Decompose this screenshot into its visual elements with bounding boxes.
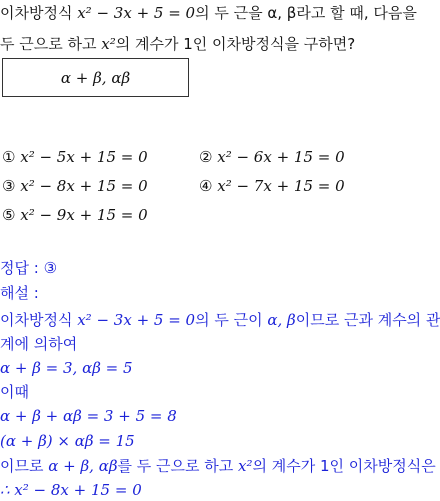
choice-expression: x² − 5x + 15 = 0: [20, 148, 148, 166]
solution-term: x²: [238, 457, 253, 475]
solution-line-6: (α + β) × αβ = 15: [0, 432, 135, 450]
solution-text: 의 두 근이: [195, 311, 268, 329]
solution-line-3: α + β = 3, αβ = 5: [0, 359, 133, 377]
choice-5[interactable]: [2, 205, 148, 225]
solution-text: 이차방정식: [0, 311, 78, 329]
solution-line-2: 계에 의하여: [0, 335, 78, 353]
solution-text: 이므로: [0, 457, 49, 475]
solution-roots: α + β, αβ: [48, 457, 118, 475]
choice-expression: x² − 6x + 15 = 0: [217, 148, 345, 166]
choice-expression: x² − 7x + 15 = 0: [217, 177, 345, 195]
choice-number: ③: [2, 177, 16, 195]
solution-heading: 해설 :: [0, 284, 39, 302]
solution-text: 의 계수가 1인 이차방정식은: [252, 457, 436, 475]
choice-2[interactable]: [199, 147, 345, 167]
choice-expression: x² − 9x + 15 = 0: [20, 206, 148, 224]
choice-number: ①: [2, 148, 16, 166]
solution-text: 를 두 근으로 하고: [117, 457, 239, 475]
question-line-2: [0, 34, 355, 54]
solution-line-1: [0, 310, 440, 330]
question-text: 이차방정식: [0, 4, 78, 22]
choice-number: ⑤: [2, 206, 16, 224]
choice-1[interactable]: [2, 147, 148, 167]
answer-line: 정답 : ③: [0, 259, 58, 277]
solution-text: 이므로 근과 계수의 관: [295, 311, 440, 329]
solution-line-7: [0, 456, 436, 476]
solution-line-4: 이때: [0, 383, 29, 401]
solution-equation: x² − 3x + 5 = 0: [77, 311, 196, 329]
question-equation: x² − 3x + 5 = 0: [77, 4, 196, 22]
choice-expression: x² − 8x + 15 = 0: [20, 177, 148, 195]
choice-number: ④: [199, 177, 213, 195]
question-term: x²: [101, 35, 116, 53]
choice-number: ②: [199, 148, 213, 166]
choice-3[interactable]: [2, 176, 148, 196]
roots-box: [2, 58, 189, 97]
solution-line-5: α + β + αβ = 3 + 5 = 8: [0, 407, 177, 425]
roots-box-text: α + β, αβ: [60, 68, 131, 87]
solution-line-8: ∴ x² − 8x + 15 = 0: [0, 481, 142, 499]
question-text: 의 계수가 1인 이차방정식을 구하면?: [115, 35, 356, 53]
question-line-1: [0, 3, 417, 23]
choice-4[interactable]: [199, 176, 345, 196]
question-text: 두 근으로 하고: [0, 35, 102, 53]
solution-roots: α, β: [267, 311, 296, 329]
question-text: 의 두 근을 α, β라고 할 때, 다음을: [195, 4, 417, 22]
